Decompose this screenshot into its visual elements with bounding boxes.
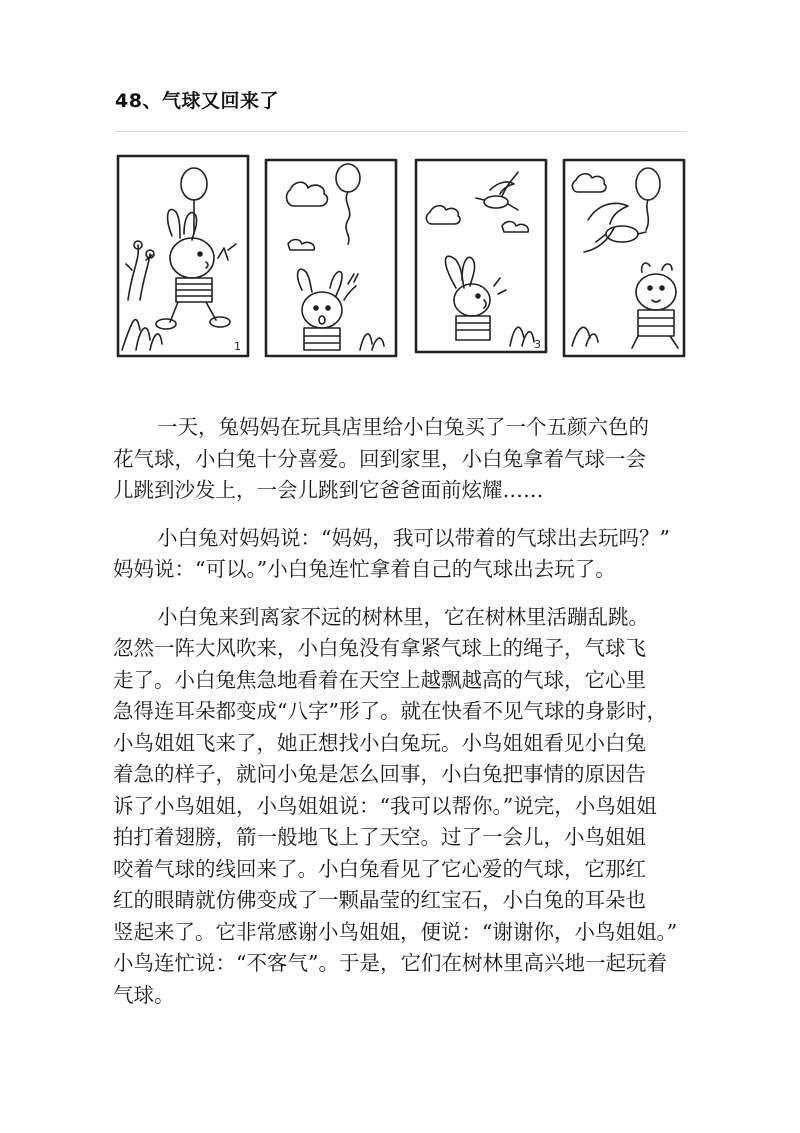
- title-divider: [115, 131, 687, 132]
- story-paragraph-3: [113, 602, 693, 1012]
- story-line: 急得连耳朵都变成“八字”形了。就在快看不见气球的身影时，: [113, 699, 667, 723]
- story-line: 一天，兔妈妈在玩具店里给小白兔买了一个五颜六色的: [157, 415, 649, 439]
- story-line: 走了。小白兔焦急地看着在天空上越飘越高的气球，它心里: [113, 667, 646, 692]
- story-line: 竖起来了。它非常感谢小鸟姐姐，便说：“谢谢你，小鸟姐姐。”: [113, 919, 678, 944]
- balloon-illustration: [181, 168, 207, 200]
- panel-number-1: 1: [234, 340, 241, 353]
- cloud-illustration: [426, 206, 460, 224]
- story-line: 气球。: [113, 982, 175, 1007]
- story-line: 红的眼睛就仿佛变成了一颗晶莹的红宝石，小白兔的耳朵也: [113, 888, 646, 912]
- balloon-illustration: [336, 164, 360, 192]
- comic-strip: [110, 150, 690, 368]
- page-title: 48、气球又回来了: [115, 90, 279, 112]
- story-line: 小白兔对妈妈说：“妈妈，我可以带着的气球出去玩吗？”: [157, 525, 670, 550]
- story-line: 儿跳到沙发上，一会儿跳到它爸爸面前炫耀……: [113, 478, 544, 502]
- story-line: 拍打着翅膀，箭一般地飞上了天空。过了一会儿，小鸟姐姐: [113, 825, 646, 849]
- bunny-illustration: [298, 269, 358, 350]
- bunny-illustration: [156, 209, 230, 329]
- story-paragraph-2: [113, 523, 693, 586]
- cloud-illustration: [572, 174, 606, 192]
- bunny-illustration: [632, 263, 678, 348]
- story-paragraph-1: [113, 412, 693, 507]
- panel-number-3: 3: [534, 338, 541, 351]
- story-text: [113, 412, 693, 1027]
- balloon-illustration: [636, 168, 660, 200]
- comic-panel-1: [118, 156, 248, 356]
- story-line: 花气球，小白兔十分喜爱。回到家里，小白兔拿着气球一会: [113, 446, 646, 471]
- story-line: 妈妈说：“可以。”小白兔连忙拿着自己的气球出去玩了。: [113, 557, 616, 581]
- comic-panel-2: [266, 160, 396, 356]
- story-line: 着急的样子，就问小兔是怎么回事，小白兔把事情的原因告: [113, 762, 646, 786]
- comic-panel-4: [564, 160, 684, 356]
- bird-illustration: [584, 203, 646, 252]
- story-line: 小鸟姐姐飞来了，她正想找小白兔玩。小鸟姐姐看见小白兔: [113, 730, 646, 755]
- story-line: 咬着气球的线回来了。小白兔看见了它心爱的气球，它那红: [113, 856, 646, 881]
- story-line: 小白兔来到离家不远的树林里，它在树林里活蹦乱跳。: [157, 604, 649, 629]
- story-line: 小鸟连忙说：“不客气”。于是，它们在树林里高兴地一起玩着: [113, 951, 667, 975]
- comic-panel-3: [416, 160, 546, 352]
- story-line: 诉了小鸟姐姐，小鸟姐姐说：“我可以帮你。”说完，小鸟姐姐: [113, 793, 657, 818]
- bunny-illustration: [445, 256, 506, 340]
- bird-illustration: [476, 172, 518, 210]
- cloud-illustration: [287, 182, 328, 206]
- story-line: 忽然一阵大风吹来，小白兔没有拿紧气球上的绳子，气球飞: [113, 636, 646, 660]
